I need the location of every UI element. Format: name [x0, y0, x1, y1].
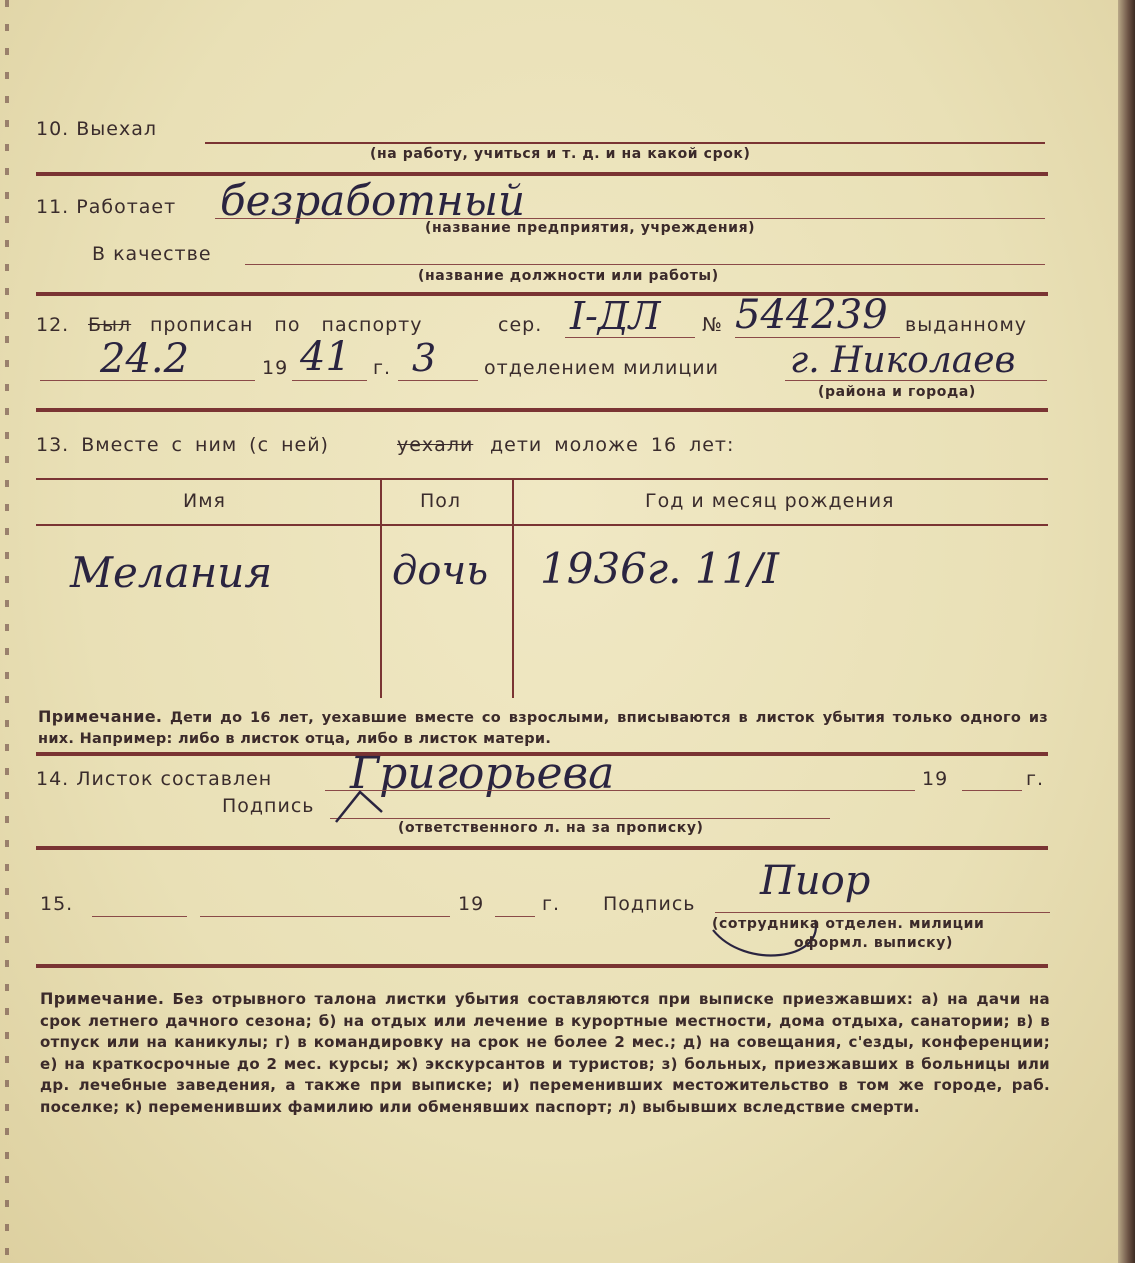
passport-number-value: 544239	[735, 292, 888, 338]
issue-year-line	[292, 380, 367, 381]
field-15-label: 15.	[40, 893, 74, 915]
table-header-birth: Год и месяц рождения	[645, 490, 895, 512]
section-divider	[36, 408, 1048, 412]
officer-signature: Пиор	[760, 858, 871, 904]
field-15-caption-2: оформл. выписку)	[794, 935, 953, 951]
compiler-name-value: Григорьева	[350, 748, 615, 799]
field-12-label: прописан по паспорту	[150, 314, 423, 336]
field-11-caption: (название предприятия, учреждения)	[425, 220, 756, 236]
field-15-month-line	[200, 916, 450, 917]
table-header-name: Имя	[183, 490, 226, 512]
table-header-rule	[36, 524, 1048, 526]
year-suffix: г.	[373, 357, 392, 379]
dept-number-line	[398, 380, 478, 381]
field-15-signature-label: Подпись	[603, 893, 696, 915]
city-caption: (района и города)	[818, 384, 976, 400]
field-11-label: 11. Работает	[36, 196, 177, 218]
field-11-line	[215, 218, 1045, 219]
table-top-rule	[36, 478, 1048, 480]
field-14-year-suffix: г.	[1026, 768, 1045, 790]
note-2	[40, 988, 1050, 1118]
number-line	[735, 337, 900, 338]
position-label: В качестве	[92, 243, 212, 265]
note-2-text: Без отрывного талона листки убытия составляются при выписке приезжавших: а) на дачи на срок летнего дачного сезона; б) на отдых или лечение в курортные местности, дома отдыха, санатории; в) в отпуск или на каникулы; г) в командировку на срок не более 2 мес.; д) на совещания, с'езды, конференции; е) на краткосрочные до 2 мес. курсы; ж) экскурсантов и туристов; з) больных, приезжавших в больницы или др. лечебные заведения, а также при выписке; и) переменивших местожительство в том же городе, раб. поселке; к) переменивших фамилию или обменявших паспорт; л) выбывших вследствие смерти.	[40, 990, 1050, 1116]
compiler-signature-stroke	[330, 782, 390, 826]
issue-date-line	[40, 380, 255, 381]
page-edge-shadow	[1118, 0, 1135, 1263]
table-col-divider	[512, 480, 514, 698]
field-15-day-line	[92, 916, 187, 917]
field-15-caption-1: (сотрудника отделен. милиции	[712, 916, 985, 932]
child-name: Мелания	[70, 548, 273, 597]
field-11-value: безработный	[220, 176, 525, 225]
section-divider	[36, 172, 1048, 176]
note-1-title: Примечание.	[38, 707, 163, 726]
field-13-label-end: дети моложе 16 лет:	[490, 434, 735, 456]
year-prefix: 19	[262, 357, 289, 379]
field-12-struck-word: Был	[88, 314, 132, 336]
issue-year-value: 41	[300, 334, 351, 380]
perforation-edge	[5, 0, 9, 1263]
field-15-year-suffix: г.	[542, 893, 561, 915]
field-14-caption: (ответственного л. на за прописку)	[398, 820, 704, 836]
note-2-title: Примечание.	[40, 989, 165, 1008]
series-label: сер.	[498, 314, 543, 336]
child-birth: 1936г. 11/I	[540, 544, 779, 593]
dept-label: отделением милиции	[484, 357, 719, 379]
field-10-caption: (на работу, учиться и т. д. и на какой срок)	[370, 146, 751, 162]
field-14-label: 14. Листок составлен	[36, 768, 273, 790]
issue-date-value: 24.2	[100, 336, 190, 382]
field-14-year-line	[962, 790, 1022, 791]
field-13-struck-word: уехали	[397, 434, 474, 456]
position-line	[245, 264, 1045, 265]
field-10-label: 10. Выехал	[36, 118, 158, 140]
field-14-signature-line	[330, 818, 830, 819]
field-14-year-prefix: 19	[922, 768, 949, 790]
table-header-sex: Пол	[420, 490, 462, 512]
child-sex: дочь	[392, 548, 489, 594]
table-col-divider	[380, 480, 382, 698]
issued-label: выданному	[905, 314, 1028, 336]
number-label: №	[702, 314, 723, 336]
section-divider	[36, 846, 1048, 850]
section-divider	[36, 292, 1048, 296]
field-10-line	[205, 142, 1045, 144]
position-caption: (название должности или работы)	[418, 268, 719, 284]
field-15-year-prefix: 19	[458, 893, 485, 915]
field-15-year-line	[495, 916, 535, 917]
field-13-label-start: 13. Вместе с ним (с ней)	[36, 434, 329, 456]
series-line	[565, 337, 695, 338]
series-value: I-ДЛ	[570, 294, 661, 338]
note-1-text: Дети до 16 лет, уехавшие вместе со взрослыми, вписываются в листок убытия только одного из них. Например: либо в листок отца, либо в листок матери.	[38, 710, 1049, 747]
compiler-line	[325, 790, 915, 791]
note-1	[38, 706, 1048, 750]
field-12-number: 12.	[36, 314, 70, 336]
field-14-signature-label: Подпись	[222, 795, 315, 817]
dept-number-value: 3	[412, 336, 437, 380]
city-value: г. Николаев	[790, 340, 1016, 381]
city-line	[785, 380, 1047, 381]
section-divider	[36, 964, 1048, 968]
